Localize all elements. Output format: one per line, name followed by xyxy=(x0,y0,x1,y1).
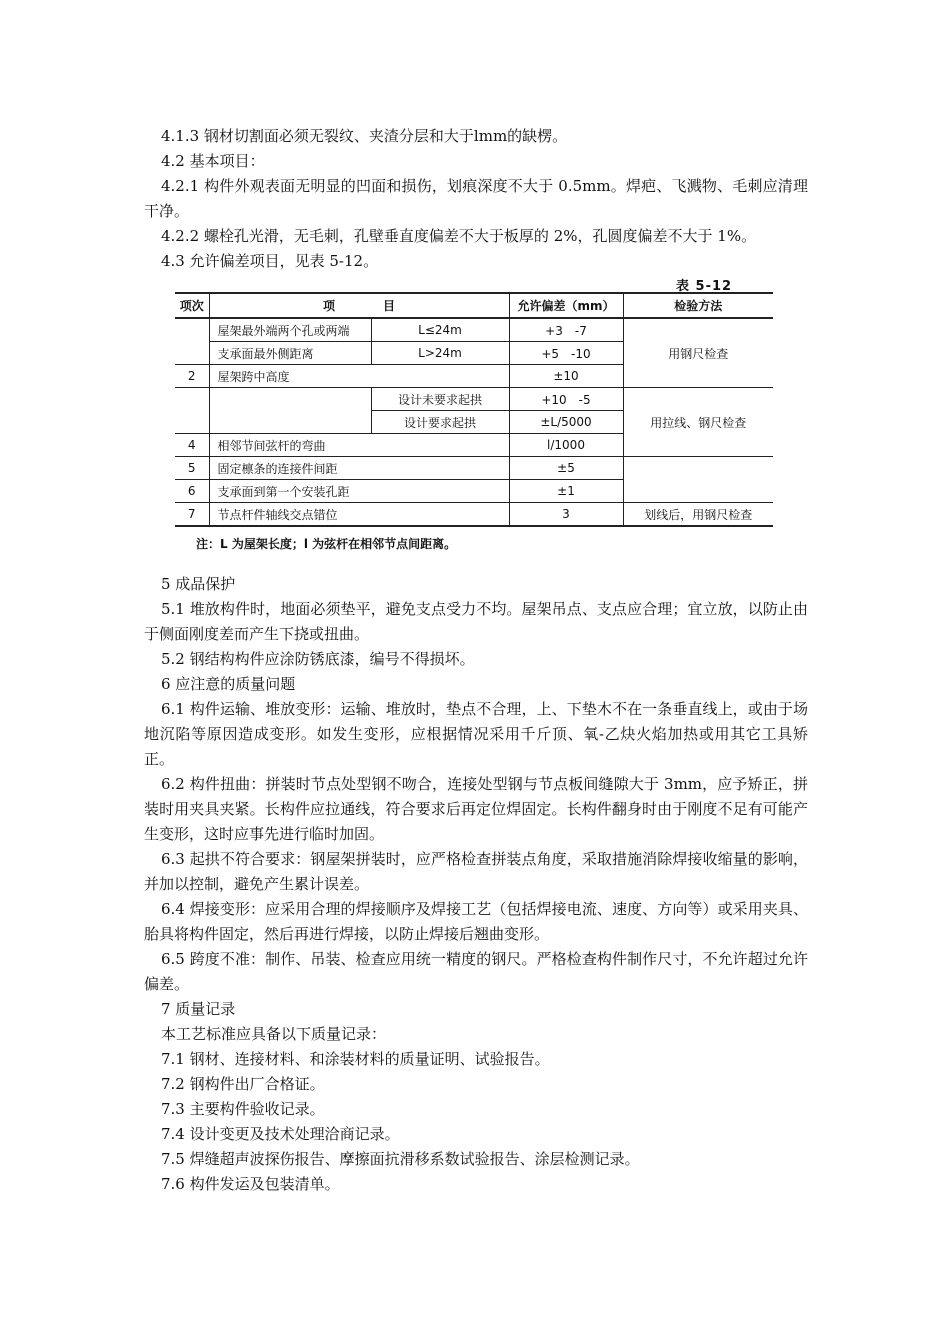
table-caption: 表 5-12 xyxy=(676,279,733,294)
paragraph: 6.2 构件扭曲：拼装时节点处型钢不吻合，连接处型钢与节点板间缝隙大于 3mm，应予矫正，拼装时用夹具夹紧。长构件应拉通线，符合要求后再定位焊固定。长构件翻身时由于刚度不足有可能产生变形，这时应事先进行临时加固。 xyxy=(144,775,808,843)
header-tolerance: 允许偏差（mm） xyxy=(509,293,623,318)
cell-tolerance: ±1 xyxy=(509,480,623,503)
section-heading: 6 应注意的质量问题 xyxy=(161,675,296,693)
cell-condition: L>24m xyxy=(371,342,509,365)
paragraph: 4.2 基本项目： xyxy=(161,152,265,170)
paragraph: 6.5 跨度不准：制作、吊装、检查应用统一精度的钢尺。严格检查构件制作尺寸，不允许超过允许偏差。 xyxy=(144,950,808,993)
cell-condition: 设计要求起拱 xyxy=(371,411,509,434)
list-item: 7.3 主要构件验收记录。 xyxy=(161,1100,325,1118)
header-method: 检验方法 xyxy=(623,293,773,318)
cell-method: 用钢尺检查 xyxy=(623,318,773,388)
section-heading: 5 成品保护 xyxy=(161,575,236,593)
cell-tolerance: ±L/5000 xyxy=(509,411,623,434)
list-item: 7.1 钢材、连接材料、和涂装材料的质量证明、试验报告。 xyxy=(161,1050,550,1068)
cell-no: 5 xyxy=(175,457,209,480)
table-row xyxy=(175,503,773,527)
cell-no: 7 xyxy=(175,503,209,527)
list-item: 7.6 构件发运及包装清单。 xyxy=(161,1175,340,1193)
cell-tolerance: ±10 xyxy=(509,365,623,388)
paragraph: 6.3 起拱不符合要求：钢屋架拼装时，应严格检查拼装点角度，采取措施消除焊接收缩量的影响，并加以控制，避免产生累计误差。 xyxy=(144,850,808,893)
paragraph: 4.2.2 螺栓孔光滑，无毛刺，孔壁垂直度偏差不大于板厚的 2%，孔圆度偏差不大于 1%。 xyxy=(161,227,757,245)
cell-condition: L≤24m xyxy=(371,318,509,342)
table-row xyxy=(175,388,773,411)
list-item: 7.2 钢构件出厂合格证。 xyxy=(161,1075,325,1093)
cell-method xyxy=(623,457,773,503)
cell-tolerance: +10 -5 xyxy=(509,388,623,411)
cell-item: 屋架跨中高度 xyxy=(209,365,509,388)
header-no: 项次 xyxy=(175,293,209,318)
cell-no xyxy=(175,388,209,434)
cell-no xyxy=(175,318,209,365)
header-item: 项 目 xyxy=(209,293,509,318)
section-heading: 7 质量记录 xyxy=(161,1000,236,1018)
tolerance-table xyxy=(175,292,773,527)
cell-item: 节点杆件轴线交点错位 xyxy=(209,503,509,527)
cell-tolerance: 3 xyxy=(509,503,623,527)
cell-item: 支承面最外侧距离 xyxy=(209,342,371,365)
cell-item: 支承面到第一个安装孔距 xyxy=(209,480,509,503)
cell-item xyxy=(209,388,371,434)
cell-item: 固定檩条的连接件间距 xyxy=(209,457,509,480)
cell-condition: 设计未要求起拱 xyxy=(371,388,509,411)
cell-tolerance: ±5 xyxy=(509,457,623,480)
paragraph: 4.3 允许偏差项目，见表 5-12。 xyxy=(161,252,379,270)
paragraph: 5.1 堆放构件时，地面必须垫平，避免支点受力不均。屋架吊点、支点应合理；宜立放，以防止由于侧面刚度差而产生下挠或扭曲。 xyxy=(144,600,808,643)
paragraph: 4.1.3 钢材切割面必须无裂纹、夹渣分层和大于lmm的缺楞。 xyxy=(161,127,568,145)
cell-tolerance: l/1000 xyxy=(509,434,623,457)
list-item: 7.4 设计变更及技术处理洽商记录。 xyxy=(161,1125,400,1143)
cell-no: 4 xyxy=(175,434,209,457)
cell-item: 相邻节间弦杆的弯曲 xyxy=(209,434,509,457)
table-row xyxy=(175,318,773,342)
paragraph: 5.2 钢结构构件应涂防锈底漆，编号不得损坏。 xyxy=(161,650,475,668)
cell-item: 屋架最外端两个孔或两端 xyxy=(209,318,371,342)
cell-tolerance: +5 -10 xyxy=(509,342,623,365)
cell-method: 划线后，用钢尺检查 xyxy=(623,503,773,527)
table-note: 注：L 为屋架长度；l 为弦杆在相邻节点间距离。 xyxy=(196,537,457,551)
paragraph: 4.2.1 构件外观表面无明显的凹面和损伤，划痕深度不大于 0.5mm。焊疤、飞溅物、毛刺应清理干净。 xyxy=(144,177,808,220)
cell-tolerance: +3 -7 xyxy=(509,318,623,342)
cell-method: 用拉线、钢尺检查 xyxy=(623,388,773,457)
cell-no: 6 xyxy=(175,480,209,503)
paragraph: 本工艺标准应具备以下质量记录： xyxy=(161,1025,387,1043)
cell-no: 2 xyxy=(175,365,209,388)
table-row xyxy=(175,457,773,480)
paragraph: 6.4 焊接变形：应采用合理的焊接顺序及焊接工艺（包括焊接电流、速度、方向等）或采用夹具、胎具将构件固定，然后再进行焊接，以防止焊接后翘曲变形。 xyxy=(144,900,808,943)
paragraph: 6.1 构件运输、堆放变形：运输、堆放时，垫点不合理，上、下垫木不在一条垂直线上，或由于场地沉陷等原因造成变形。如发生变形，应根据情况采用千斤顶、氧-乙炔火焰加热或用其它工具矫正。 xyxy=(144,700,808,768)
table-header-row xyxy=(175,293,773,318)
list-item: 7.5 焊缝超声波探伤报告、摩擦面抗滑移系数试验报告、涂层检测记录。 xyxy=(161,1150,640,1168)
